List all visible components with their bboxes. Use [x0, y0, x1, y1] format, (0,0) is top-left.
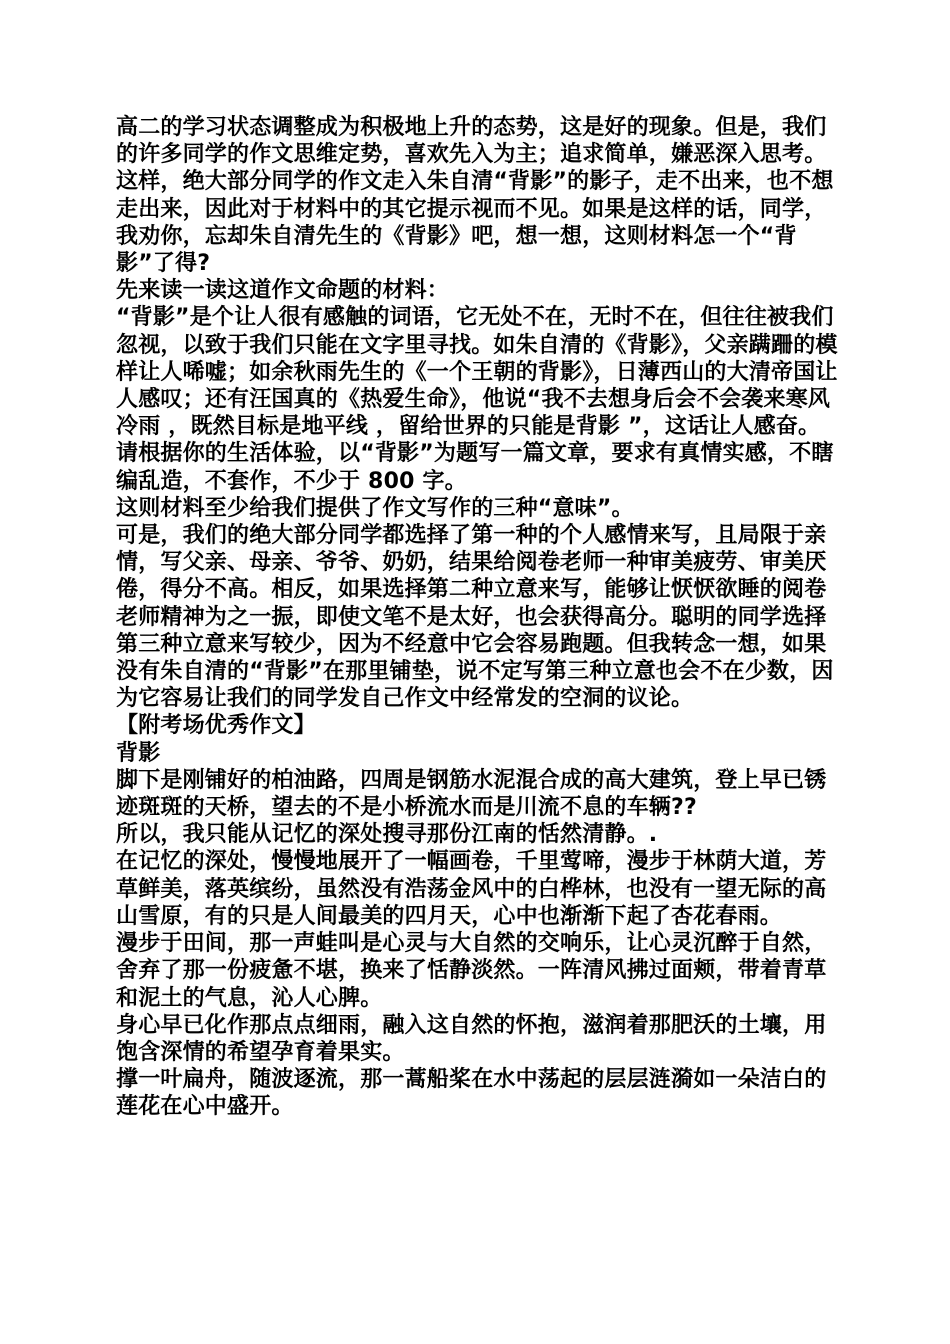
essay-title: 背影 [116, 740, 161, 766]
essay-paragraph: 所以，我只能从记忆的深处搜寻那份江南的恬然清静。. [116, 822, 658, 848]
paragraph-task: 请根据你的生活体验，以“背影”为题写一篇文章，要求有真情实感，不瞎编乱造，不套作，不少于 800 字。 [116, 441, 834, 494]
essay-paragraph: 脚下是刚铺好的柏油路，四周是钢筋水泥混合成的高大建筑，登上早已锈迹斑斑的天桥，望去的不是小桥流水而是川流不息的车辆?? [116, 767, 827, 821]
paragraph-intro: 高二的学习状态调整成为积极地上升的态势，这是好的现象。但是，我们的许多同学的作文思维定势，喜欢先入为主；追求简单，嫌恶深入思考。这样，绝大部分同学的作文走入朱自清“背影”的影子，走不出来，也不想走出来，因此对于材料中的其它提示视而不见。如果是这样的话，同学，我劝你，忘却朱自清先生的《背影》吧，想一想，这则材料怎一个“背影”了得? [116, 115, 834, 277]
document-body [116, 114, 846, 1121]
essay-paragraph: 漫步于田间，那一声蛙叫是心灵与大自然的交响乐，让心灵沉醉于自然，舍弃了那一份疲惫不堪，换来了恬静淡然。一阵清风拂过面颊，带着青草和泥土的气息，沁人心脾。 [116, 931, 827, 1011]
paragraph-material: “背影”是个让人很有感触的词语，它无处不在，无时不在，但往往被我们忽视，以致于我们只能在文字里寻找。如朱自清的《背影》，父亲蹒跚的模样让人唏嘘；如余秋雨先生的《一个王朝的背影》，日薄西山的大清帝国让人感叹；还有汪国真的《热爱生命》，他说“我不去想身后会不会袭来寒风冷雨 ，既然目标是地平线 ，留给世界的只能是背影 ”，这话让人感奋。 [116, 305, 838, 440]
essay-paragraph: 身心早已化作那点点细雨，融入这自然的怀抱，滋润着那肥沃的土壤，用饱含深情的希望孕育着果实。 [116, 1012, 827, 1065]
paragraph-read-material: 先来读一读这道作文命题的材料： [116, 278, 450, 304]
essay-paragraph: 在记忆的深处，慢慢地展开了一幅画卷，千里莺啼，漫步于林荫大道，芳草鲜美，落英缤纷，虽然没有浩荡金风中的白桦林，也没有一望无际的高山雪原，有的只是人间最美的四月天，心中也渐渐下起了杏花春雨。 [116, 849, 827, 929]
paragraph-analysis: 可是，我们的绝大部分同学都选择了第一种的个人感情来写，且局限于亲情，写父亲、母亲、爷爷、奶奶，结果给阅卷老师一种审美疲劳、审美厌倦，得分不高。相反，如果选择第二种立意来写，能够让恹恹欲睡的阅卷老师精神为之一振，即使文笔不是太好，也会获得高分。聪明的同学选择第三种立意来写较少，因为不经意中它会容易跑题。但我转念一想，如果没有朱自清的“背影”在那里铺垫，说不定写第三种立意也会不在少数，因为它容易让我们的同学发自己作文中经常发的空洞的议论。 [116, 523, 834, 712]
paragraph-three-meanings: 这则材料至少给我们提供了作文写作的三种“意味”。 [116, 495, 634, 521]
essay-paragraph: 撑一叶扁舟，随波逐流，那一蒿船桨在水中荡起的层层涟漪如一朵洁白的莲花在心中盛开。 [116, 1067, 827, 1120]
section-heading: 【附考场优秀作文】 [116, 713, 316, 739]
